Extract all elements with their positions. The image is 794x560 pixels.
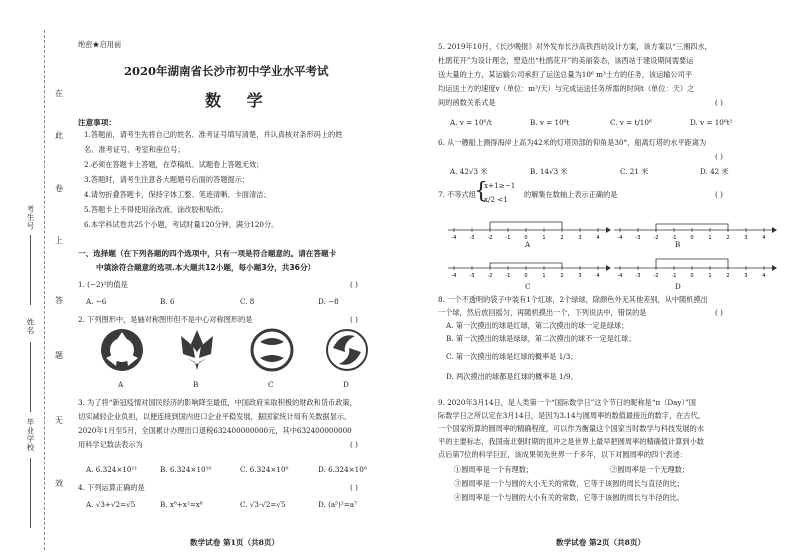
q9-line: 点后第7位的科学巨匠，该成果领先世界一千多年，以下对圆周率的四个表述： (438, 450, 687, 459)
q7-label-c: C (525, 282, 531, 291)
numberline-tick-label: 3 (744, 273, 748, 279)
field-name-line (30, 342, 31, 412)
field-name: 姓名 (26, 318, 35, 335)
q7-stem-a: 7. 不等式组 (438, 190, 476, 199)
q8-option-b: B. 第一次摸出的球是绿球，第二次摸出的球不一定是红球； (446, 334, 636, 343)
numberline-tick-label: -3 (469, 235, 475, 241)
side-label: 上 (55, 236, 63, 245)
numberline-arrow (772, 227, 777, 233)
q6-option-c: C. 21 米 (620, 167, 649, 176)
numberline-tick-label: 1 (708, 273, 712, 279)
q9-line: 际数学日之所以定在3月14日，是因为3.14与圆周率的数值最接近的数字，在古代， (438, 411, 705, 420)
q3-answer-paren: ( ) (350, 440, 358, 449)
q7-system-eq1: x+1≥−1 (484, 181, 516, 190)
numberline-tick-label: -4 (451, 235, 457, 241)
q8-option-d: D. 两次摸出的球都是红球的概率是 1/9。 (446, 372, 578, 381)
numberline-tick-label: 3 (578, 235, 582, 241)
numberline-tick-label: -1 (671, 235, 677, 241)
field-exam-number: 考生号 (26, 205, 35, 231)
numberline-tick-label: -4 (617, 273, 623, 279)
numberline-tick-label: 2 (726, 235, 730, 241)
q2-label-a: A (118, 380, 124, 389)
field-school-line (30, 458, 31, 528)
q2-figure-b (175, 328, 219, 376)
notice-heading: 注意事项： (78, 118, 116, 127)
q5-answer-paren: ( ) (715, 98, 723, 107)
q1-option-a: A. −6 (86, 297, 107, 306)
q1-answer-paren: ( ) (350, 280, 358, 289)
q7-answer-paren: ( ) (715, 190, 723, 199)
q7-label-a: A (525, 240, 531, 249)
q9-line: 一个国家所算的圆周率的精确程度，可以作为衡量这个国家当时数学与科技发展的水 (438, 424, 704, 433)
page2-footer: 数学试卷 第2页（共8页） (556, 538, 646, 547)
q7-system-brace: { (474, 179, 488, 204)
q5-line: 送大量的土方，某运输公司承担了运送总量为10⁶ m³土方的任务，该运输公司平 (438, 70, 693, 79)
q2-label-d: D (343, 380, 349, 389)
numberline-tick-label: -4 (451, 273, 457, 279)
q5-line: 杜鹃花开”为设计理念，塑造出“杜鹃花开”的美丽姿态，该西站于建设期间需要运 (438, 56, 694, 65)
q5-option-c: C. v = t/10⁶ (610, 118, 652, 127)
q2-figure-a (100, 328, 144, 376)
q7-stem-b: 的解集在数轴上表示正确的是 (524, 190, 618, 199)
q3-block (78, 398, 357, 450)
q5-option-d: D. v = 10⁶t² (690, 118, 733, 127)
q5-line: 均运送土方的速度v（单位：m³/天）与完成运送任务所需的时间t（单位：天）之 (438, 84, 695, 93)
notice-item: 1.答题前，请考生先将自己的姓名、准考证号填写清楚，并认真核对条形码上的姓 (84, 130, 343, 139)
numberline-tick-label: 4 (596, 235, 600, 241)
q6-option-b: B. 14√3 米 (530, 167, 568, 176)
numberline-tick-label: -3 (635, 235, 641, 241)
q3-line: 切实减轻企业负担，以便连接到国内进口企业平稳发展，据国家统计局有关数据显示， (78, 412, 352, 421)
numberline-tick-label: 2 (560, 235, 564, 241)
q1-stem: 1. (−2)³的值是 (78, 280, 128, 289)
side-label: 卷 (55, 184, 63, 193)
q2-label-b: B (193, 380, 199, 389)
numberline-arrow (606, 227, 611, 233)
side-label: 答 (55, 296, 63, 305)
q3-line: 用科学记数法表示为 (78, 440, 143, 449)
q9-statement-4: ④圆周率是一个与圆的大小有关的常数，它等于该圆的周长与半径的比。 (454, 493, 685, 502)
numberline-tick-label: 2 (560, 273, 564, 279)
q8-block (438, 295, 708, 382)
numberline-tick-label: 2 (726, 273, 730, 279)
q9-statement-3: ③圆周率是一个与圆的大小无关的常数，它等于该圆的周长与直径的比； (454, 479, 685, 488)
q8-option-a: A. 第一次摸出的球是红球，第二次摸出的球一定是绿球； (446, 321, 629, 330)
q3-line: 3. 为了将“新冠疫情对国民经济的影响降至最低，中国政府采取积极的财政和货币政策， (78, 398, 357, 407)
notice-item: 6.本学科试卷共25个小题，考试时量120分钟，满分120分。 (84, 220, 279, 229)
q4-option-a: A. √3+√2=√5 (86, 500, 136, 509)
q3-option-b: B. 6.324×10¹⁰ (160, 465, 212, 474)
q8-option-c: C. 第一次摸出的球是红球的概率是 1/3； (446, 352, 578, 361)
notice-item: 5.答题卡上不得使用涂改液、涂改胶和贴纸； (84, 205, 228, 214)
subject-title: 数 学 (205, 91, 273, 110)
numberline-tick-label: 4 (762, 273, 766, 279)
q3-option-c: C. 6.324×10⁹ (240, 465, 289, 474)
numberline-tick-label: 0 (690, 235, 694, 241)
q6-stem: 6. 从一艘船上测得海岸上高为42米的灯塔顶部的仰角是30°，船离灯塔的水平距离为 (438, 138, 707, 147)
q5-line: 间的函数关系式是 (438, 98, 496, 107)
numberline-tick-label: -1 (505, 235, 511, 241)
numberline-tick-label: 0 (524, 273, 528, 279)
notice-item: 4.请勿折叠答题卡，保持字体工整、笔迹清晰、卡面清洁； (84, 190, 271, 199)
numberline-tick-label: -2 (487, 273, 493, 279)
q1-option-b: B. 6 (160, 297, 175, 306)
q7-label-d: D (675, 282, 681, 291)
q4-option-d: D. (a⁵)²=a⁷ (318, 500, 357, 509)
q1-option-d: D. −8 (318, 297, 339, 306)
numberline-tick-label: -2 (653, 273, 659, 279)
field-exam-number-line (30, 235, 31, 305)
numberline-arrow (772, 265, 777, 271)
side-label: 无 (55, 416, 63, 425)
q4-option-b: B. x⁸+x²=x⁶ (160, 500, 203, 509)
q9-block (438, 398, 705, 463)
notice-list (84, 130, 342, 230)
q8-answer-paren: ( ) (715, 308, 723, 317)
q1-option-c: C. 8 (240, 297, 255, 306)
numberline-arrow (606, 265, 611, 271)
q4-stem: 4. 下列运算正确的是 (78, 483, 145, 492)
numberline-tick-label: 4 (762, 235, 766, 241)
numberline-tick-label: 1 (542, 235, 546, 241)
q2-figure-d (325, 328, 369, 376)
numberline-tick-label: 0 (524, 235, 528, 241)
q7-numberline-d (612, 250, 777, 294)
side-label: 此 (55, 131, 63, 140)
numberline-tick-label: -2 (487, 235, 493, 241)
numberline-tick-label: -1 (671, 273, 677, 279)
numberline-tick-label: 0 (690, 273, 694, 279)
numberline-tick-label: -3 (635, 273, 641, 279)
q2-stem: 2. 下列图形中，是轴对称图形但不是中心对称图形的是 (78, 315, 253, 324)
notice-item: 3.答题时，请考生注意各大题题号后面的答题提示； (84, 175, 249, 184)
binding-dashed-line (44, 30, 45, 550)
notice-item: 2.必须在答题卡上答题，在草稿纸、试题卷上答题无效； (84, 160, 264, 169)
q3-option-a: A. 6.324×10¹¹ (86, 465, 138, 474)
q9-statement-2: ②圆周率是一个无理数； (610, 465, 690, 474)
numberline-tick-label: -3 (469, 273, 475, 279)
q9-line: 平的主要标志，我国南北朝时期的祖冲之是世界上最早把圆周率的精确值计算到小数 (438, 437, 704, 446)
side-label: 效 (55, 479, 63, 488)
confidential-mark: 绝密★启用前 (78, 40, 122, 49)
q5-line: 5. 2019年10月，《长沙晚报》对外发布长沙高铁西站设计方案，该方案以“三湘四水， (438, 42, 712, 51)
q6-option-a: A. 42√3 米 (450, 167, 488, 176)
side-label: 在 (55, 89, 63, 98)
numberline-tick-label: -1 (505, 273, 511, 279)
q5-option-b: B. v = 10⁶t (530, 118, 570, 127)
exam-title: 2020年湖南省长沙市初中学业水平考试 (124, 64, 329, 78)
numberline-tick-label: 1 (542, 273, 546, 279)
q6-option-d: D. 42 米 (700, 167, 729, 176)
numberline-tick-label: 4 (596, 273, 600, 279)
q8-line: 一个球，然后放回摇匀，再随机摸出一个，下列说法中，错误的是 (438, 308, 647, 317)
numberline-tick-label: -2 (653, 235, 659, 241)
q9-line: 9. 2020年3月14日，是人类第一个“国际数学日”这个节日的昵称是“π（Day）”国 (438, 398, 696, 407)
q9-statement-1: ①圆周率是一个有理数； (454, 465, 534, 474)
q2-figure-c (250, 328, 294, 376)
q4-answer-paren: ( ) (350, 483, 358, 492)
q3-option-d: D. 6.324×10⁸ (318, 465, 367, 474)
q3-line: 2020年1月至5月，全国累计办理出口退税632400000000元，其中632400000000 (78, 426, 352, 435)
section1-heading: 一、选择题（在下列各题的四个选项中，只有一项是符合题意的。请在答题卡 (78, 249, 337, 258)
q2-label-c: C (268, 380, 274, 389)
numberline-tick-label: 3 (578, 273, 582, 279)
q7-label-b: B (675, 240, 681, 249)
q2-answer-paren: ( ) (350, 315, 358, 324)
section1-heading-2: 中填涂符合题意的选项.本大题共12小题，每小题3分，共36分） (96, 263, 316, 272)
field-school: 毕业学校 (26, 418, 35, 452)
q4-option-c: C. √3·√2=√5 (240, 500, 286, 509)
q7-system-eq2: x/2 <1 (484, 195, 508, 204)
side-label: 题 (55, 351, 63, 360)
q6-answer-paren: ( ) (715, 152, 723, 161)
q5-option-a: A. v = 10⁶/t (450, 118, 492, 127)
q8-line: 8. 一个不透明的袋子中装有1个红球，2个绿球，除颜色外无其他差别，从中随机摸出 (438, 295, 708, 304)
notice-item: 名、准考证号、考室和座位号； (84, 145, 185, 154)
numberline-tick-label: -4 (617, 235, 623, 241)
page1-footer: 数学试卷 第1页（共8页） (190, 538, 280, 547)
q5-block (438, 42, 712, 108)
numberline-tick-label: 1 (708, 235, 712, 241)
numberline-tick-label: 3 (744, 235, 748, 241)
